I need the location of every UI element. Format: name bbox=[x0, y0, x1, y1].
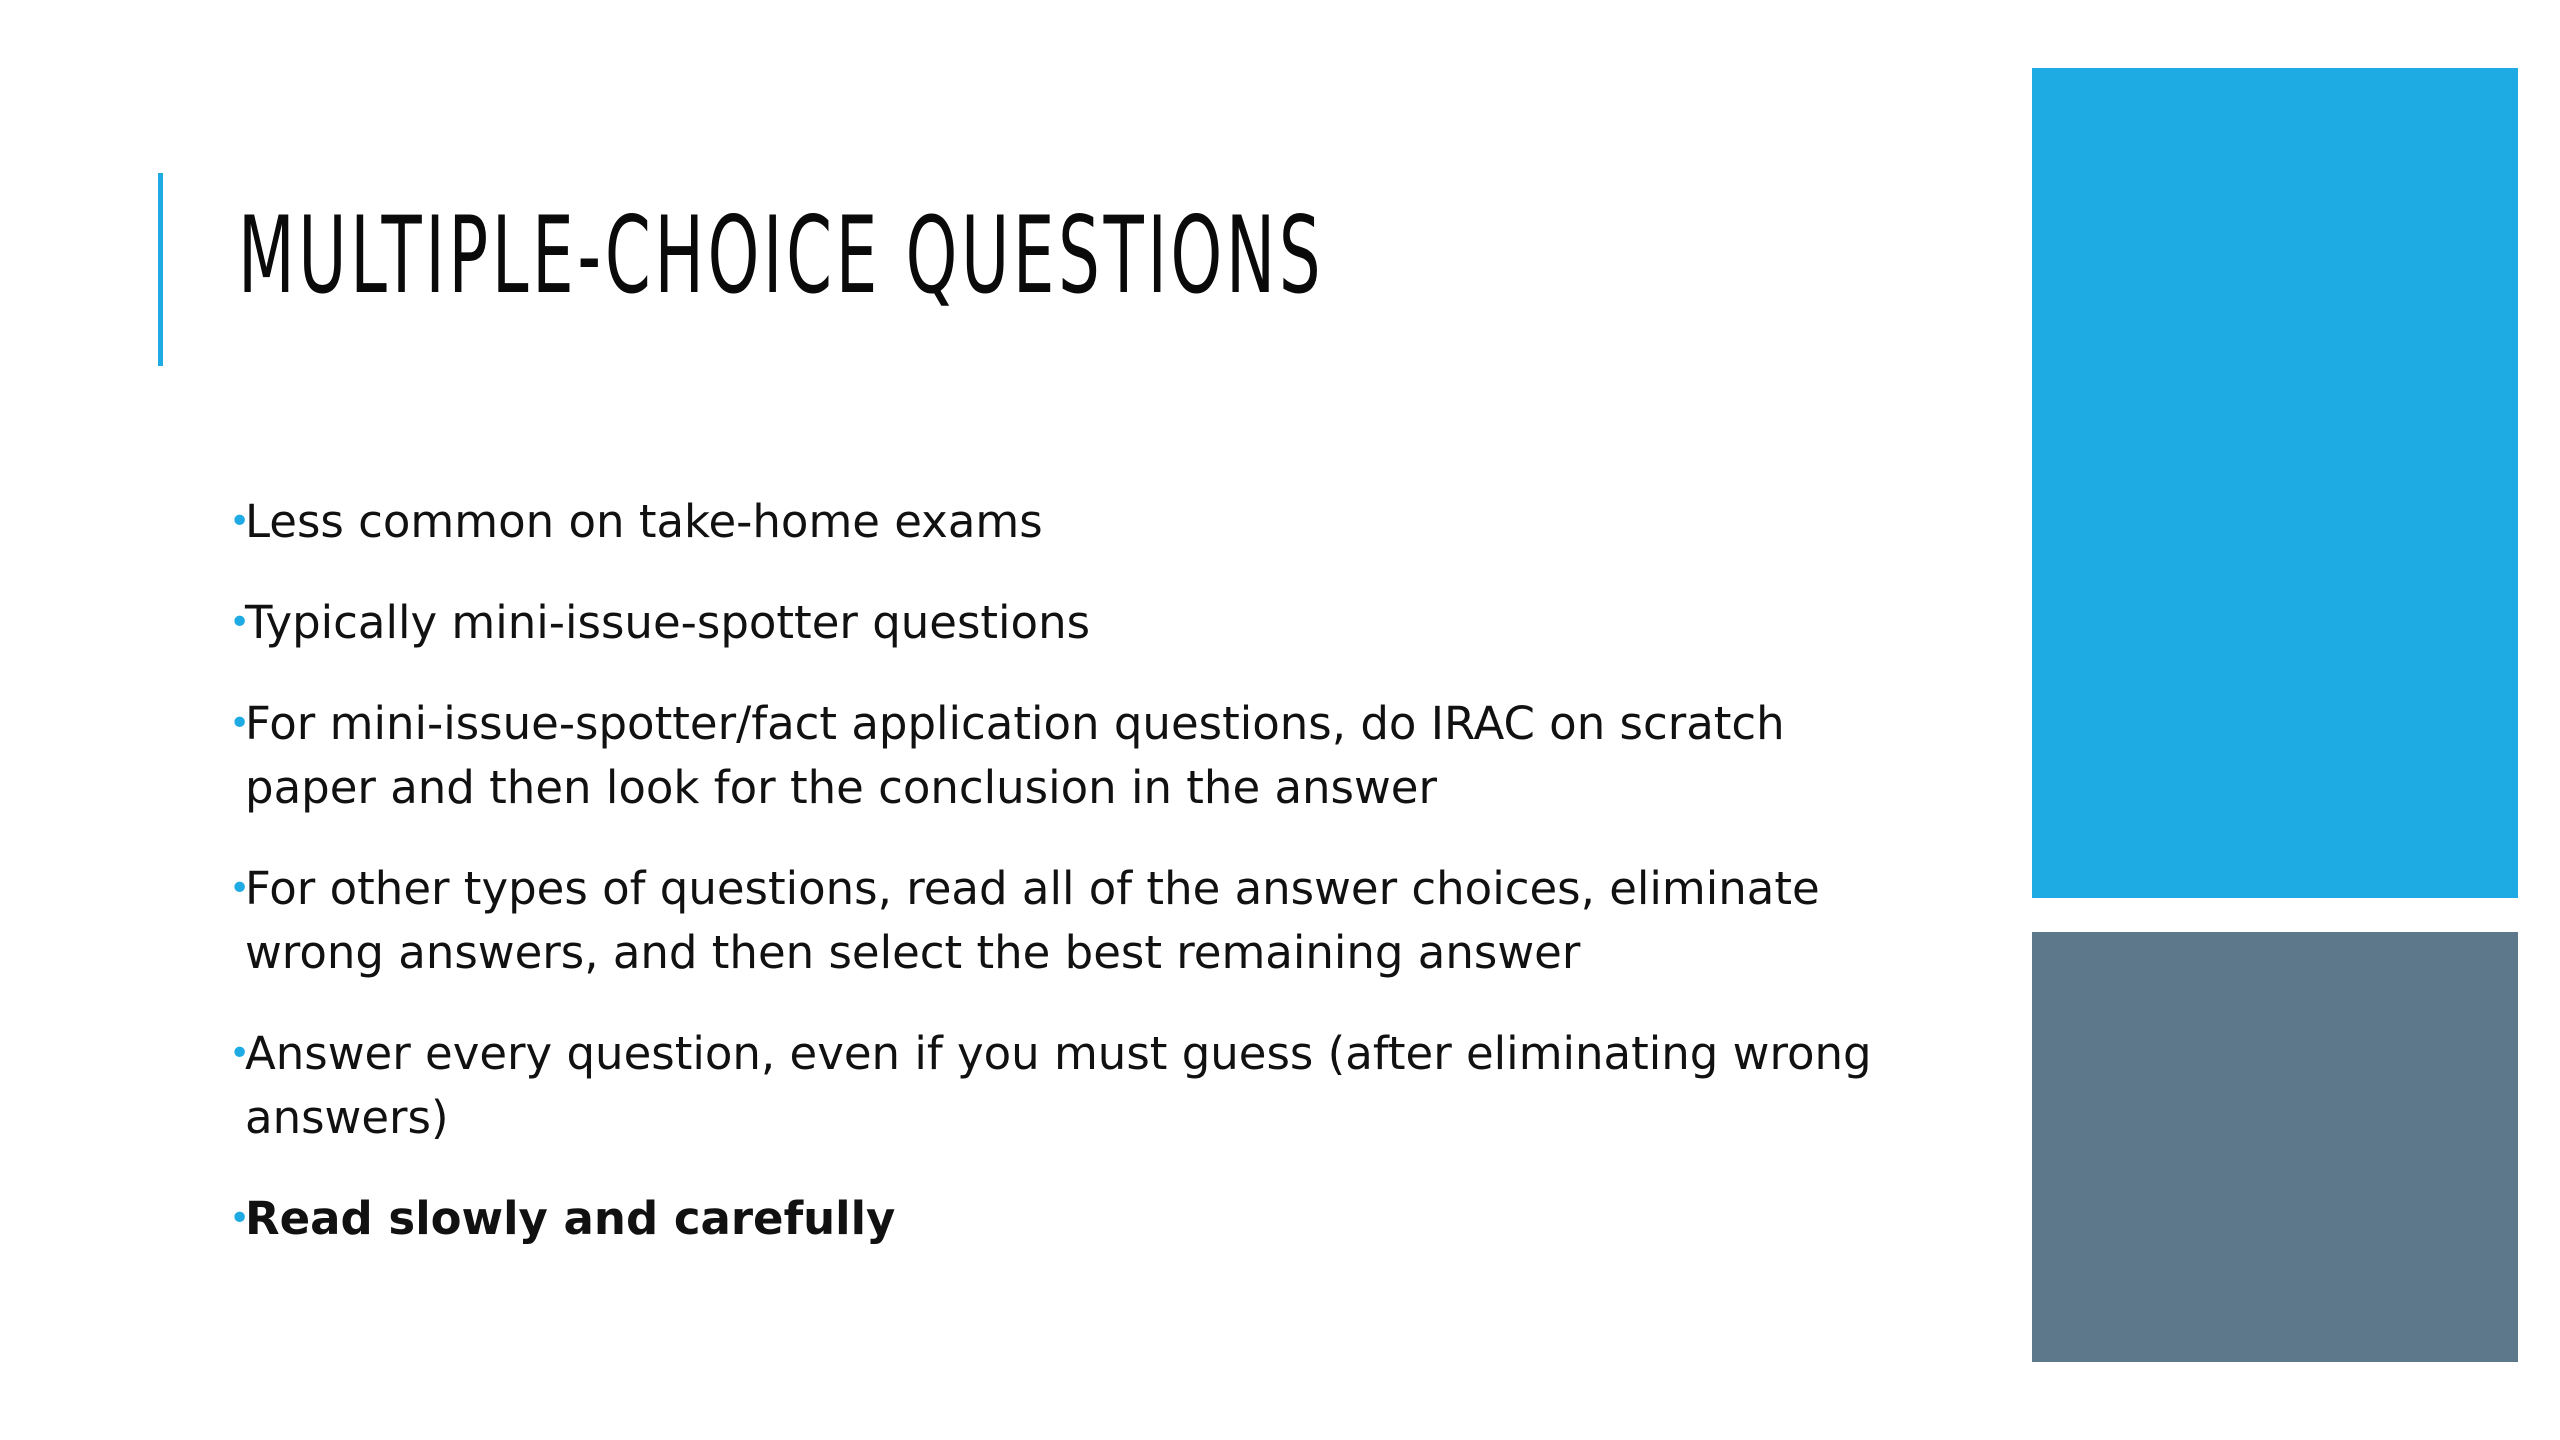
bullet-text: Less common on take-home exams bbox=[245, 495, 1043, 548]
slide-title: MULTIPLE-CHOICE QUESTIONS bbox=[238, 194, 1325, 317]
bullet-item bbox=[225, 490, 1925, 554]
bullet-dot-icon: • bbox=[229, 501, 251, 542]
bullet-dot-icon: • bbox=[229, 602, 251, 643]
bullet-text: Typically mini-issue-spotter questions bbox=[245, 596, 1091, 649]
bullet-item-emphasis bbox=[225, 1187, 1925, 1251]
title-accent-bar bbox=[158, 173, 163, 366]
accent-block-blue bbox=[2032, 68, 2518, 898]
bullet-item bbox=[225, 1022, 1925, 1150]
bullet-item bbox=[225, 692, 1925, 820]
bullet-text: Read slowly and carefully bbox=[245, 1192, 896, 1245]
bullet-dot-icon: • bbox=[229, 868, 251, 909]
bullet-item bbox=[225, 591, 1925, 655]
accent-block-slate bbox=[2032, 932, 2518, 1362]
bullet-text: For other types of questions, read all of the answer choices, eliminate wrong answers, and then select the best remaining answer bbox=[245, 862, 1820, 979]
bullet-list bbox=[225, 490, 1925, 1288]
bullet-dot-icon: • bbox=[229, 1033, 251, 1074]
bullet-dot-icon: • bbox=[229, 703, 251, 744]
bullet-text: For mini-issue-spotter/fact application questions, do IRAC on scratch paper and then look for the conclusion in the answer bbox=[245, 697, 1785, 814]
bullet-text: Answer every question, even if you must guess (after eliminating wrong answers) bbox=[245, 1027, 1872, 1144]
bullet-dot-icon: • bbox=[229, 1198, 251, 1239]
bullet-item bbox=[225, 857, 1925, 985]
